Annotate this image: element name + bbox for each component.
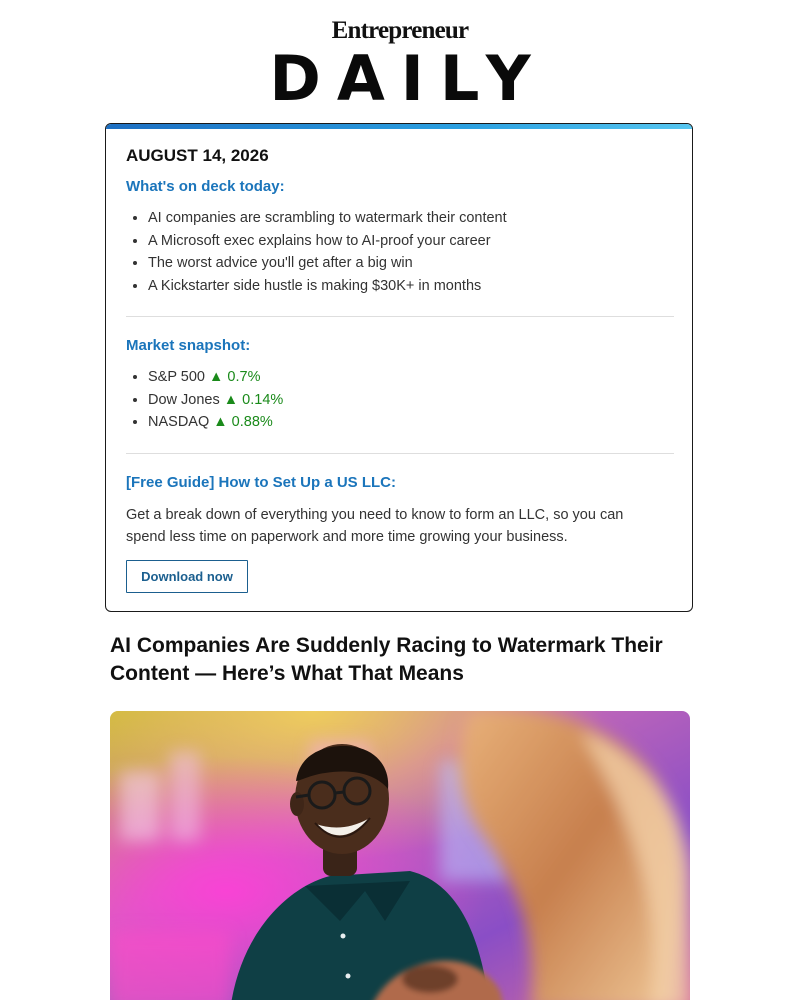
market-item-dow xyxy=(148,389,283,412)
guide-heading[interactable]: [Free Guide] How to Set Up a US LLC: xyxy=(126,474,397,491)
section-divider xyxy=(126,316,674,317)
deck-item[interactable]: • A Microsoft exec explains how to AI-proof your career xyxy=(148,230,507,253)
entrepreneur-logo[interactable]: Entrepreneur xyxy=(331,17,469,44)
article-hero-image[interactable] xyxy=(110,711,690,1000)
market-list xyxy=(126,366,283,434)
summary-card xyxy=(105,123,693,612)
masthead xyxy=(0,0,800,118)
deck-item[interactable]: • AI companies are scrambling to watermark their content xyxy=(148,207,507,230)
deck-list xyxy=(126,207,507,298)
download-now-button[interactable]: Download now xyxy=(126,560,248,593)
market-item-sp500 xyxy=(148,366,283,389)
market-index-name: Dow Jones xyxy=(148,391,220,408)
up-arrow-icon: ▲ xyxy=(223,391,239,408)
market-change: 0.88% xyxy=(231,414,273,431)
article-headline[interactable]: AI Companies Are Suddenly Racing to Watermark Their Content — Here’s What That Means xyxy=(110,634,663,685)
deck-item[interactable]: • The worst advice you'll get after a big win xyxy=(148,252,507,275)
card-accent-bar xyxy=(106,124,692,129)
deck-item[interactable]: • A Kickstarter side hustle is making $30K+ in months xyxy=(148,275,507,298)
market-item-nasdaq xyxy=(148,411,283,434)
hero-photo xyxy=(110,711,690,1000)
market-change: 0.14% xyxy=(242,391,284,408)
daily-wordmark: DAILY xyxy=(269,42,547,115)
up-arrow-icon: ▲ xyxy=(213,414,228,431)
deck-heading: What's on deck today: xyxy=(126,178,285,195)
issue-date: AUGUST 14, 2026 xyxy=(126,146,269,165)
market-index-name: NASDAQ xyxy=(148,414,210,431)
market-index-name: S&P 500 xyxy=(148,369,205,385)
market-change: 0.7% xyxy=(227,369,261,385)
up-arrow-icon: ▲ xyxy=(209,369,224,385)
guide-description: Get a break down of everything you need to know to form an LLC, so you can spend less time on paperwork and more time growing your business. xyxy=(126,507,624,545)
market-heading: Market snapshot: xyxy=(126,337,251,354)
section-divider xyxy=(126,453,674,454)
